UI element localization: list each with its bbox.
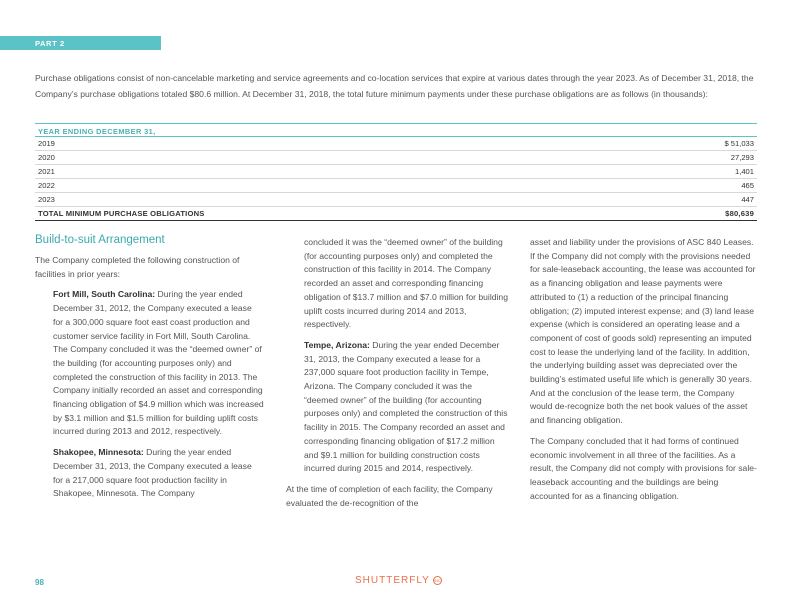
asset-liability-paragraph: asset and liability under the provisions of ASC 840 Leases. If the Company did not comply with the provisions needed for sale-leaseback accounting, the lease was accounted for as a financing obligation and lease payments were attributed to (1) a reduction of the principal financing obligation; (2) imputed interest expense; and (3) land lease expense (which is considered an operating lease and a component of cost of goods sold) representing an imputed cost to lease the underlying land of the facility. In addition, the underlying building asset was depreciated over the building’s estimated useful life which is generally 30 years. And at the conclusion of the lease term, the Company would de-recognize both the net book values of the asset and financing obligation. — [530, 237, 756, 426]
page-number: 98 — [35, 578, 44, 587]
fort-mill-label: Fort Mill, South Carolina: — [53, 289, 156, 300]
section-heading: Build-to-suit Arrangement — [35, 234, 165, 246]
row-year: 2021 — [38, 167, 55, 176]
row-value: 465 — [741, 181, 754, 190]
shakopee-paragraph — [35, 446, 264, 501]
table-row — [35, 151, 757, 165]
conclusion-paragraph: The Company concluded that it had forms of continued economic involvement in all three of the facilities. As a result, the Company did not comply with provisions for sale-leaseback accounting and the buildings are being accounted for as a financing obligation. — [530, 435, 757, 501]
part-label: PART 2 — [0, 36, 161, 50]
row-year: 2023 — [38, 195, 55, 204]
table-total-row — [35, 207, 757, 221]
tempe-label: Tempe, Arizona: — [304, 339, 370, 350]
row-value: 1,401 — [734, 167, 754, 176]
row-value: 27,293 — [730, 153, 754, 162]
row-value: 447 — [741, 195, 754, 204]
row-year: 2019 — [38, 139, 55, 148]
logo-text: SHUTTERFLY — [355, 575, 430, 586]
tempe-text: During the year ended December 31, 2013, the Company executed a lease for a 237,000 square foot production facility in Tempe, Arizona. The Company concluded it was the “deemed owner” of the building (for accounting purposes only) and completed the construction of this facility in 2015. The Company recorded an asset and corresponding financing obligation of $17.2 million and $9.1 million for building construction costs incurred during 2015 and 2014, respectively. — [304, 339, 508, 474]
column-2 — [286, 236, 508, 517]
table-header: YEAR ENDING DECEMBER 31, — [35, 123, 757, 137]
table-row — [35, 179, 757, 193]
logo-badge-icon: INC — [433, 578, 441, 583]
table-row — [35, 193, 757, 207]
row-year: 2022 — [38, 181, 55, 190]
shakopee-continued: concluded it was the “deemed owner” of the building (for accounting purposes only) and completed the construction of this facility in 2014. The Company recorded an asset and corresponding financing obligation of $13.7 million and $7.0 million for building uplift costs incurred during 2014 and 2013, respectively. — [304, 237, 508, 330]
total-label: TOTAL MINIMUM PURCHASE OBLIGATIONS — [38, 209, 205, 218]
shakopee-label: Shakopee, Minnesota: — [53, 447, 144, 458]
column-3 — [530, 236, 757, 510]
fort-mill-paragraph — [35, 288, 264, 439]
intro-paragraph: Purchase obligations consist of non-cancelable marketing and service agreements and co-location services that expire at various dates through the year 2023. As of December 31, 2018, the Company’s purchase obligations totaled $80.6 million. At December 31, 2018, the total future minimum payments under these purchase obligations are as follows (in thousands): — [35, 73, 754, 99]
row-value: $ 51,033 — [724, 139, 754, 148]
row-year: 2020 — [38, 153, 55, 162]
purchase-obligations-table — [35, 123, 757, 221]
completion-paragraph: At the time of completion of each facility, the Company evaluated the de-recognition of the — [286, 483, 493, 508]
column-1 — [35, 232, 264, 508]
tempe-paragraph — [286, 339, 508, 476]
shutterfly-logo — [355, 575, 442, 586]
fort-mill-text: During the year ended December 31, 2012, the Company executed a lease for a 300,000 square foot east coast production and customer service facility in Fort Mill, South Carolina. The Company concluded it was the “deemed owner” of the building (for accounting purposes only) and completed the construction of this facility in 2013. The Company initially recorded an asset and corresponding financing obligation of $4.9 million which was increased by $3.1 million and $1.5 million for building uplift costs incurred during 2013 and 2012, respectively. — [53, 289, 264, 437]
shakopee-text: During the year ended December 31, 2013, the Company executed a lease for a 217,000 square foot production facility in Shakopee, Minnesota. The Company — [53, 447, 252, 499]
total-value: $80,639 — [725, 209, 754, 218]
table-row — [35, 137, 757, 151]
intro-facilities-paragraph: The Company completed the following construction of facilities in prior years: — [35, 255, 240, 279]
table-row — [35, 165, 757, 179]
